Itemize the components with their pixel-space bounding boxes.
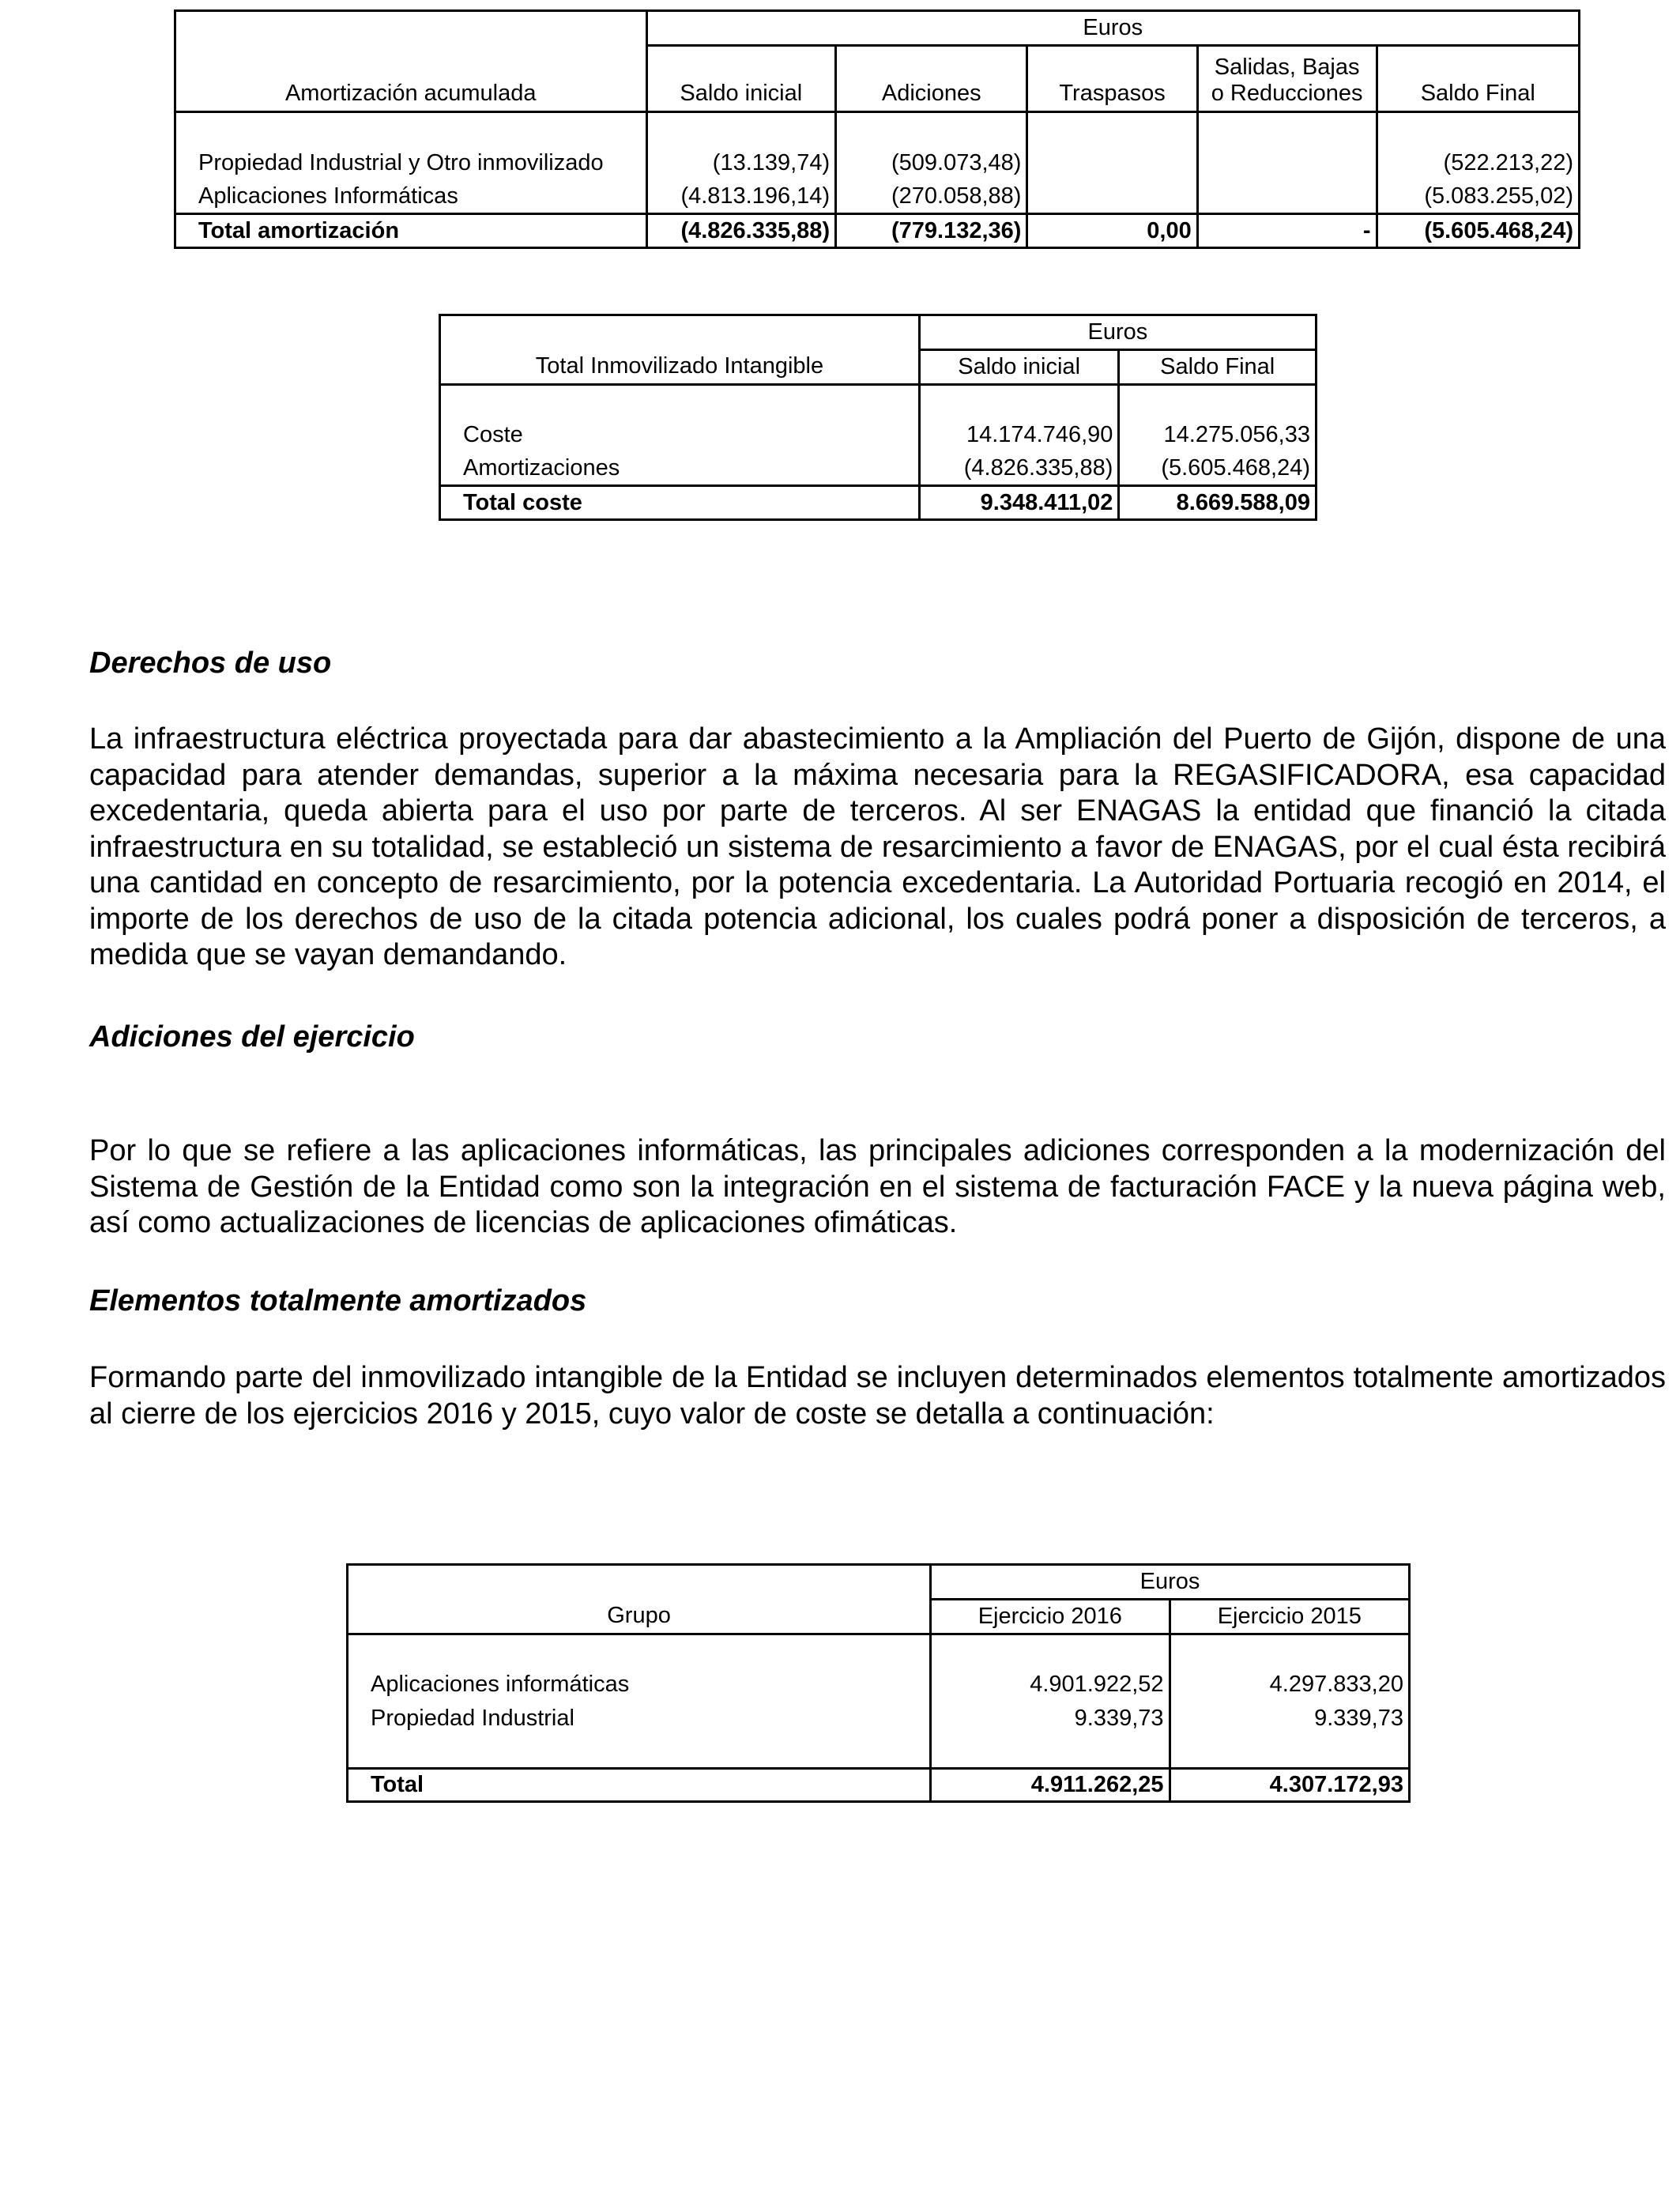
paragraph-adiciones: Por lo que se refiere a las aplicaciones informáticas, las principales adiciones corresponden a la modernización del Sistema de Gestión de la Entidad como son la integración en el sistema de facturación FACE y la nueva página web, así como actualizaciones de licencias de aplicaciones ofimáticas.	[89, 1134, 1666, 1239]
row-label: Aplicaciones Informáticas	[175, 180, 647, 214]
cell-value	[1027, 180, 1197, 214]
row-header: Grupo	[348, 1600, 931, 1634]
row-label: Aplicaciones informáticas	[348, 1668, 931, 1702]
cell-value: (4.813.196,14)	[646, 180, 836, 214]
total-value: (4.826.335,88)	[646, 214, 836, 248]
cell-value: (270.058,88)	[836, 180, 1027, 214]
cell-value: (5.605.468,24)	[1119, 452, 1317, 486]
row-label: Coste	[440, 418, 920, 452]
table-row	[348, 1668, 1410, 1702]
row-header: Total Inmovilizado Intangible	[440, 350, 920, 385]
cell-value: 9.339,73	[1170, 1702, 1409, 1736]
row-label: Amortizaciones	[440, 452, 920, 486]
total-value: 9.348.411,02	[919, 486, 1119, 520]
row-header: Amortización acumulada	[175, 79, 647, 112]
cell-value: 14.174.746,90	[919, 418, 1119, 452]
column-header: Salidas, Bajas	[1197, 46, 1377, 79]
total-label: Total	[348, 1769, 931, 1802]
total-row	[175, 214, 1580, 248]
total-value: 4.307.172,93	[1170, 1769, 1409, 1802]
paragraph-derechos: La infraestructura eléctrica proyectada para dar abastecimiento a la Ampliación del Puerto de Gijón, dispone de una capacidad para atender demandas, superior a la máxima necesaria para la REGASIFICADORA, esa capacidad excedentaria, queda abierta para el uso por parte de terceros. Al ser ENAGAS la entidad que financió la citada infraestructura en su totalidad, se estableció un sistema de resarcimiento a favor de ENAGAS, por el cual ésta recibirá una cantidad en concepto de resarcimiento, por la potencia excedentaria. La Autoridad Portuaria recogió en 2014, el importe de los derechos de uso de la citada potencia adicional, los cuales podrá poner a disposición de terceros, a medida que se vayan demandando.	[89, 722, 1666, 971]
column-header: Saldo inicial	[919, 350, 1119, 385]
total-label: Total amortización	[175, 214, 647, 248]
column-header: Saldo Final	[1377, 79, 1579, 112]
total-value: -	[1197, 214, 1377, 248]
section-heading-adiciones: Adiciones del ejercicio	[89, 1020, 415, 1054]
inmovilizado-intangible-table	[439, 314, 1317, 521]
cell-value: (13.139,74)	[646, 146, 836, 180]
table-row	[175, 146, 1580, 180]
total-value: 0,00	[1027, 214, 1197, 248]
column-header: Saldo Final	[1119, 350, 1317, 385]
cell-value: (5.083.255,02)	[1377, 180, 1579, 214]
total-label: Total coste	[440, 486, 920, 520]
cell-value: (4.826.335,88)	[919, 452, 1119, 486]
column-header: Traspasos	[1027, 79, 1197, 112]
column-header: Adiciones	[836, 79, 1027, 112]
row-label: Propiedad Industrial y Otro inmovilizado	[175, 146, 647, 180]
table-row	[348, 1702, 1410, 1736]
cell-value: 9.339,73	[931, 1702, 1170, 1736]
currency-header: Euros	[931, 1565, 1410, 1600]
cell-value	[1197, 146, 1377, 180]
paragraph-elementos: Formando parte del inmovilizado intangible de la Entidad se incluyen determinados elementos totalmente amortizados al cierre de los ejercicios 2016 y 2015, cuyo valor de coste se detalla a continuación:	[89, 1361, 1666, 1431]
table-row	[175, 180, 1580, 214]
total-value: (5.605.468,24)	[1377, 214, 1579, 248]
amortizacion-table	[174, 9, 1580, 249]
row-label: Propiedad Industrial	[348, 1702, 931, 1736]
cell-value: 4.297.833,20	[1170, 1668, 1409, 1702]
cell-value: 4.901.922,52	[931, 1668, 1170, 1702]
column-header: Ejercicio 2016	[931, 1600, 1170, 1634]
total-value: 8.669.588,09	[1119, 486, 1317, 520]
cell-value: (509.073,48)	[836, 146, 1027, 180]
table-row	[440, 418, 1317, 452]
elementos-amortizados-table	[346, 1563, 1411, 1803]
column-header: Ejercicio 2015	[1170, 1600, 1409, 1634]
cell-value: (522.213,22)	[1377, 146, 1579, 180]
currency-header: Euros	[646, 11, 1580, 46]
total-value: (779.132,36)	[836, 214, 1027, 248]
cell-value	[1027, 146, 1197, 180]
table-row	[440, 452, 1317, 486]
currency-header: Euros	[919, 315, 1316, 350]
cell-value: 14.275.056,33	[1119, 418, 1317, 452]
section-heading-elementos: Elementos totalmente amortizados	[89, 1284, 587, 1318]
total-row	[348, 1769, 1410, 1802]
total-value: 4.911.262,25	[931, 1769, 1170, 1802]
cell-value	[1197, 180, 1377, 214]
section-heading-derechos: Derechos de uso	[89, 647, 332, 680]
column-header: Saldo inicial	[646, 79, 836, 112]
column-header: o Reducciones	[1197, 79, 1377, 112]
total-row	[440, 486, 1317, 520]
